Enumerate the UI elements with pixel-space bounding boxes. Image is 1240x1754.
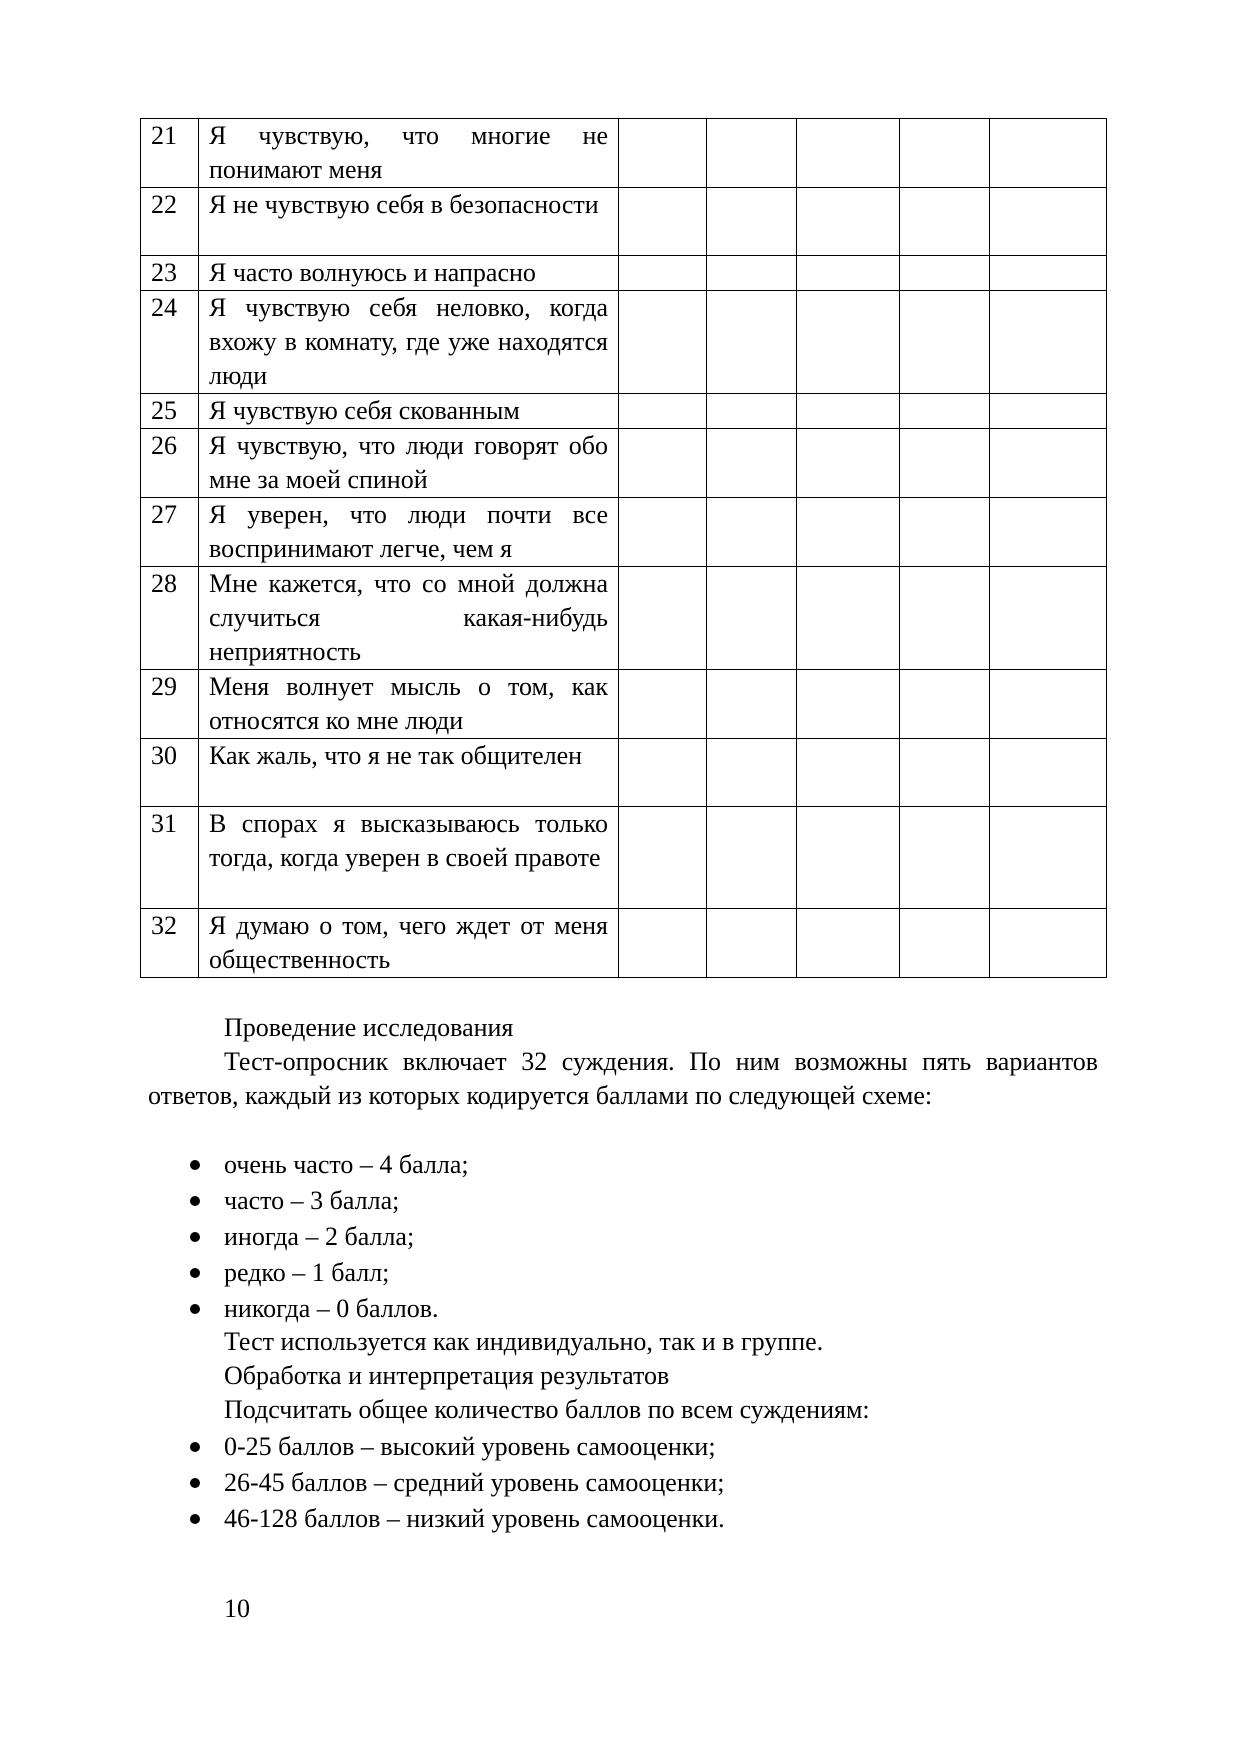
answer-cell — [619, 498, 707, 567]
table-row — [141, 256, 1107, 291]
scoring-item: часто – 3 балла; — [224, 1186, 400, 1215]
item-number: 21 — [141, 119, 199, 188]
answer-cell — [900, 291, 990, 394]
answer-cell — [900, 909, 990, 978]
table-row — [141, 909, 1107, 978]
answer-cell — [900, 670, 990, 739]
item-statement: Я думаю о том, чего ждет от меня общественность — [199, 909, 619, 978]
processing-instruction: Подсчитать общее количество баллов по всем суждениям: — [224, 1395, 870, 1424]
table-row — [141, 291, 1107, 394]
answer-cell — [619, 291, 707, 394]
list-item — [148, 1255, 1098, 1291]
answer-cell — [797, 909, 900, 978]
answer-cell — [990, 256, 1107, 291]
item-statement: Мне кажется, что со мной должна случиться какая-нибудь неприятность — [199, 567, 619, 670]
answer-cell — [900, 567, 990, 670]
item-number: 32 — [141, 909, 199, 978]
usage-line: Тест используется как индивидуально, так и в группе. — [224, 1327, 824, 1356]
item-number: 25 — [141, 394, 199, 429]
answer-cell — [619, 256, 707, 291]
answer-cell — [797, 394, 900, 429]
level-item: 26-45 баллов – средний уровень самооценки; — [224, 1468, 725, 1497]
answer-cell — [707, 498, 797, 567]
item-number: 24 — [141, 291, 199, 394]
item-statement: Я чувствую, что люди говорят обо мне за моей спиной — [199, 429, 619, 498]
answer-cell — [707, 739, 797, 807]
table-row — [141, 567, 1107, 670]
page-number: 10 — [224, 1594, 250, 1623]
answer-cell — [990, 739, 1107, 807]
answer-cell — [619, 188, 707, 256]
item-statement: Я чувствую себя неловко, когда вхожу в комнату, где уже находятся люди — [199, 291, 619, 394]
answer-cell — [707, 670, 797, 739]
item-number: 30 — [141, 739, 199, 807]
table-row — [141, 429, 1107, 498]
answer-cell — [900, 256, 990, 291]
answer-cell — [990, 807, 1107, 909]
answer-cell — [707, 291, 797, 394]
item-number: 23 — [141, 256, 199, 291]
answer-cell — [900, 807, 990, 909]
answer-cell — [900, 394, 990, 429]
answer-cell — [990, 188, 1107, 256]
answer-cell — [707, 567, 797, 670]
answer-cell — [797, 256, 900, 291]
item-statement: Я чувствую, что многие не понимают меня — [199, 119, 619, 188]
list-item — [148, 1429, 1098, 1465]
list-item — [148, 1501, 1098, 1537]
answer-cell — [797, 188, 900, 256]
list-item — [148, 1183, 1098, 1219]
item-statement: Я чувствую себя скованным — [199, 394, 619, 429]
table-row — [141, 188, 1107, 256]
item-statement: Меня волнует мысль о том, как относятся ко мне люди — [199, 670, 619, 739]
table-row — [141, 670, 1107, 739]
item-statement: Я не чувствую себя в безопасности — [199, 188, 619, 256]
answer-cell — [900, 498, 990, 567]
answer-cell — [797, 429, 900, 498]
answer-cell — [900, 119, 990, 188]
answer-cell — [707, 256, 797, 291]
answer-cell — [797, 807, 900, 909]
answer-cell — [797, 670, 900, 739]
item-number: 27 — [141, 498, 199, 567]
item-statement: Я часто волнуюсь и напрасно — [199, 256, 619, 291]
bullet-icon — [190, 1268, 200, 1278]
table-row — [141, 498, 1107, 567]
answer-cell — [707, 394, 797, 429]
answer-cell — [707, 119, 797, 188]
table-row — [141, 394, 1107, 429]
table-row — [141, 739, 1107, 807]
list-item — [148, 1291, 1098, 1327]
list-item — [148, 1465, 1098, 1501]
answer-cell — [707, 807, 797, 909]
scoring-list — [148, 1147, 1098, 1327]
item-number: 28 — [141, 567, 199, 670]
answer-cell — [619, 670, 707, 739]
item-number: 26 — [141, 429, 199, 498]
answer-cell — [990, 670, 1107, 739]
item-statement: Как жаль, что я не так общителен — [199, 739, 619, 807]
scoring-item: очень часто – 4 балла; — [224, 1150, 469, 1179]
item-statement: Я уверен, что люди почти все воспринимают легче, чем я — [199, 498, 619, 567]
section-title: Проведение исследования — [224, 1013, 514, 1042]
bullet-icon — [190, 1196, 200, 1206]
level-item: 0-25 баллов – высокий уровень самооценки; — [224, 1432, 716, 1461]
answer-cell — [990, 429, 1107, 498]
answer-cell — [619, 567, 707, 670]
bullet-icon — [190, 1160, 200, 1170]
item-number: 31 — [141, 807, 199, 909]
answer-cell — [619, 909, 707, 978]
answer-cell — [619, 394, 707, 429]
answer-cell — [707, 909, 797, 978]
list-item — [148, 1219, 1098, 1255]
bullet-icon — [190, 1304, 200, 1314]
bullet-icon — [190, 1442, 200, 1452]
answer-cell — [990, 567, 1107, 670]
answer-cell — [707, 188, 797, 256]
scoring-item: никогда – 0 баллов. — [224, 1294, 439, 1323]
item-number: 29 — [141, 670, 199, 739]
answer-cell — [619, 739, 707, 807]
answer-cell — [797, 291, 900, 394]
answer-cell — [619, 429, 707, 498]
answer-cell — [797, 119, 900, 188]
levels-list — [148, 1429, 1098, 1537]
bullet-icon — [190, 1514, 200, 1524]
answer-cell — [619, 119, 707, 188]
answer-cell — [900, 739, 990, 807]
answer-cell — [900, 188, 990, 256]
answer-cell — [707, 429, 797, 498]
answer-cell — [990, 909, 1107, 978]
answer-cell — [990, 291, 1107, 394]
answer-cell — [797, 739, 900, 807]
level-item: 46-128 баллов – низкий уровень самооценки. — [224, 1504, 725, 1533]
answer-cell — [990, 498, 1107, 567]
answer-cell — [797, 498, 900, 567]
bullet-icon — [190, 1232, 200, 1242]
bullet-icon — [190, 1478, 200, 1488]
answer-cell — [990, 394, 1107, 429]
table-row — [141, 807, 1107, 909]
intro-paragraph: Тест-опросник включает 32 суждения. По ним возможны пять вариантов ответов, каждый из которых кодируется баллами по следующей схеме: — [148, 1047, 1098, 1110]
table-row — [141, 119, 1107, 188]
item-number: 22 — [141, 188, 199, 256]
scoring-item: иногда – 2 балла; — [224, 1222, 415, 1251]
answer-cell — [797, 567, 900, 670]
processing-title: Обработка и интерпретация результатов — [224, 1361, 670, 1390]
answer-cell — [619, 807, 707, 909]
questionnaire-table — [140, 118, 1107, 978]
list-item — [148, 1147, 1098, 1183]
item-statement: В спорах я высказываюсь только тогда, когда уверен в своей правоте — [199, 807, 619, 909]
scoring-item: редко – 1 балл; — [224, 1258, 390, 1287]
answer-cell — [900, 429, 990, 498]
answer-cell — [990, 119, 1107, 188]
